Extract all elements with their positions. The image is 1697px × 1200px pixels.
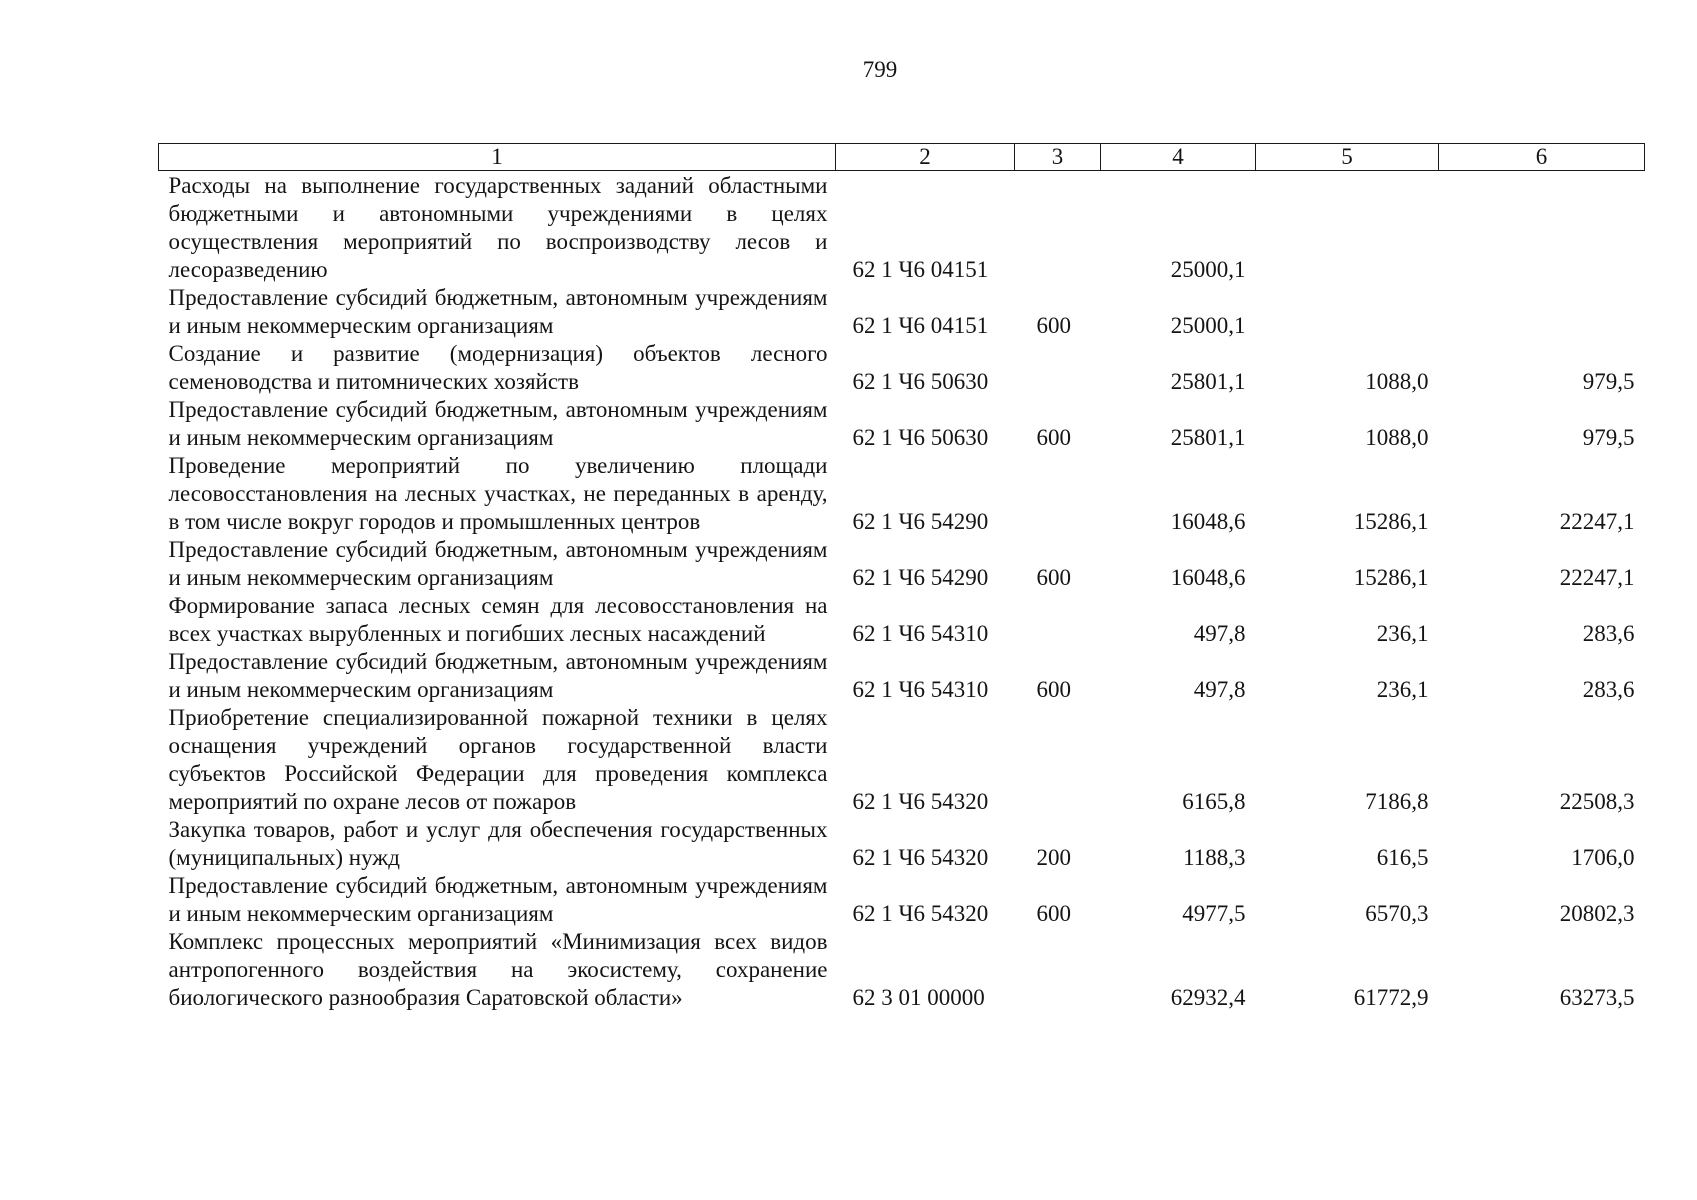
row-target-code: 62 1 Ч6 54310 [852,677,989,702]
row-value-col5: 61772,9 [1353,985,1429,1010]
row-target-code: 62 1 Ч6 54320 [852,901,989,926]
row-name: Создание и развитие (модернизация) объектов лесного семеноводства и питомнических хозяйств [168,341,828,394]
row-value-col6: 22508,3 [1559,789,1635,814]
row-value-col4: 497,8 [1193,677,1246,702]
row-value-col5: 236,1 [1376,621,1429,646]
column-header-1: 1 [159,144,836,171]
row-value-col6: 22247,1 [1559,509,1635,534]
row-value-col5: 6570,3 [1365,901,1429,926]
row-value-col5: 15286,1 [1353,565,1429,590]
table-row [159,340,1645,396]
row-target-code: 62 1 Ч6 50630 [852,425,989,450]
row-expense-type [1015,340,1101,396]
row-target-code: 62 1 Ч6 54320 [852,845,989,870]
table-row [159,536,1645,592]
row-value-col6: 22247,1 [1559,565,1635,590]
row-name: Расходы на выполнение государственных заданий областными бюджетными и автономными учреждениями в целях осуществления мероприятий по воспроизводству лесов и лесоразведению [168,173,828,282]
row-expense-type: 600 [1036,677,1071,702]
budget-table [158,143,1645,1012]
row-name: Предоставление субсидий бюджетным, автономным учреждениям и иным некоммерческим организациям [168,873,828,926]
row-value-col6 [1439,284,1645,340]
table-body [159,171,1645,1013]
row-target-code: 62 1 Ч6 04151 [852,257,989,282]
row-expense-type: 200 [1036,845,1071,870]
row-value-col5: 7186,8 [1365,789,1429,814]
row-value-col6: 63273,5 [1559,985,1635,1010]
row-target-code: 62 1 Ч6 54320 [852,789,989,814]
row-value-col6: 1706,0 [1571,845,1635,870]
row-target-code: 62 1 Ч6 54310 [852,621,989,646]
row-value-col4: 25801,1 [1170,369,1246,394]
row-value-col4: 6165,8 [1182,789,1246,814]
row-value-col6 [1439,171,1645,285]
row-expense-type [1015,704,1101,816]
column-header-3: 3 [1015,144,1101,171]
table-row [159,284,1645,340]
row-name: Предоставление субсидий бюджетным, автономным учреждениям и иным некоммерческим организациям [168,397,828,450]
row-expense-type: 600 [1036,565,1071,590]
row-value-col4: 16048,6 [1170,565,1246,590]
row-target-code: 62 1 Ч6 54290 [852,509,989,534]
row-name: Приобретение специализированной пожарной техники в целях оснащения учреждений органов государственной власти субъектов Российской Федерации для проведения комплекса мероприятий по охране лесов от пожаров [168,705,828,814]
row-expense-type [1015,171,1101,285]
row-name: Проведение мероприятий по увеличению площади лесовосстановления на лесных участках, не переданных в аренду, в том числе вокруг городов и промышленных центров [168,453,828,534]
row-name: Закупка товаров, работ и услуг для обеспечения государственных (муниципальных) нужд [168,817,828,870]
row-value-col4: 497,8 [1193,621,1246,646]
row-expense-type: 600 [1036,901,1071,926]
row-target-code: 62 1 Ч6 04151 [852,313,989,338]
row-value-col6: 979,5 [1582,425,1635,450]
row-value-col5: 616,5 [1376,845,1429,870]
row-expense-type [1015,452,1101,536]
row-name: Предоставление субсидий бюджетным, автономным учреждениям и иным некоммерческим организациям [168,285,828,338]
column-header-4: 4 [1101,144,1256,171]
table-row [159,592,1645,648]
row-expense-type [1015,928,1101,1012]
table-row [159,928,1645,1012]
header-row [159,144,1645,171]
row-name: Предоставление субсидий бюджетным, автономным учреждениям и иным некоммерческим организациям [168,537,828,590]
row-target-code: 62 1 Ч6 54290 [852,565,989,590]
row-value-col5 [1256,171,1439,285]
row-value-col5: 1088,0 [1365,425,1429,450]
row-value-col6: 20802,3 [1559,901,1635,926]
row-name: Комплекс процессных мероприятий «Минимизация всех видов антропогенного воздействия на экосистему, сохранение биологического разнообразия Саратовской области» [168,929,828,1010]
table-header [159,144,1645,171]
table-row [159,704,1645,816]
table-row [159,452,1645,536]
row-value-col6: 283,6 [1582,677,1635,702]
row-value-col4: 62932,4 [1170,985,1246,1010]
table-row [159,816,1645,872]
table-row [159,872,1645,928]
row-name: Формирование запаса лесных семян для лесовосстановления на всех участках вырубленных и погибших лесных насаждений [168,593,828,646]
column-header-6: 6 [1439,144,1645,171]
row-name: Предоставление субсидий бюджетным, автономным учреждениям и иным некоммерческим организациям [168,649,828,702]
table-row [159,648,1645,704]
row-value-col6: 979,5 [1582,369,1635,394]
row-expense-type: 600 [1036,425,1071,450]
row-value-col5 [1256,284,1439,340]
table-row [159,396,1645,452]
row-expense-type [1015,592,1101,648]
row-value-col5: 15286,1 [1353,509,1429,534]
row-value-col4: 4977,5 [1182,901,1246,926]
table-row [159,171,1645,285]
row-expense-type: 600 [1036,313,1071,338]
row-target-code: 62 3 01 00000 [852,985,985,1010]
page-number: 799 [862,57,898,82]
row-value-col5: 236,1 [1376,677,1429,702]
row-value-col5: 1088,0 [1365,369,1429,394]
row-value-col4: 16048,6 [1170,509,1246,534]
row-value-col4: 25801,1 [1170,425,1246,450]
column-header-5: 5 [1256,144,1439,171]
row-value-col4: 25000,1 [1170,313,1246,338]
row-value-col4: 1188,3 [1183,845,1246,870]
column-header-2: 2 [836,144,1015,171]
row-value-col6: 283,6 [1582,621,1635,646]
row-target-code: 62 1 Ч6 50630 [852,369,989,394]
row-value-col4: 25000,1 [1170,257,1246,282]
